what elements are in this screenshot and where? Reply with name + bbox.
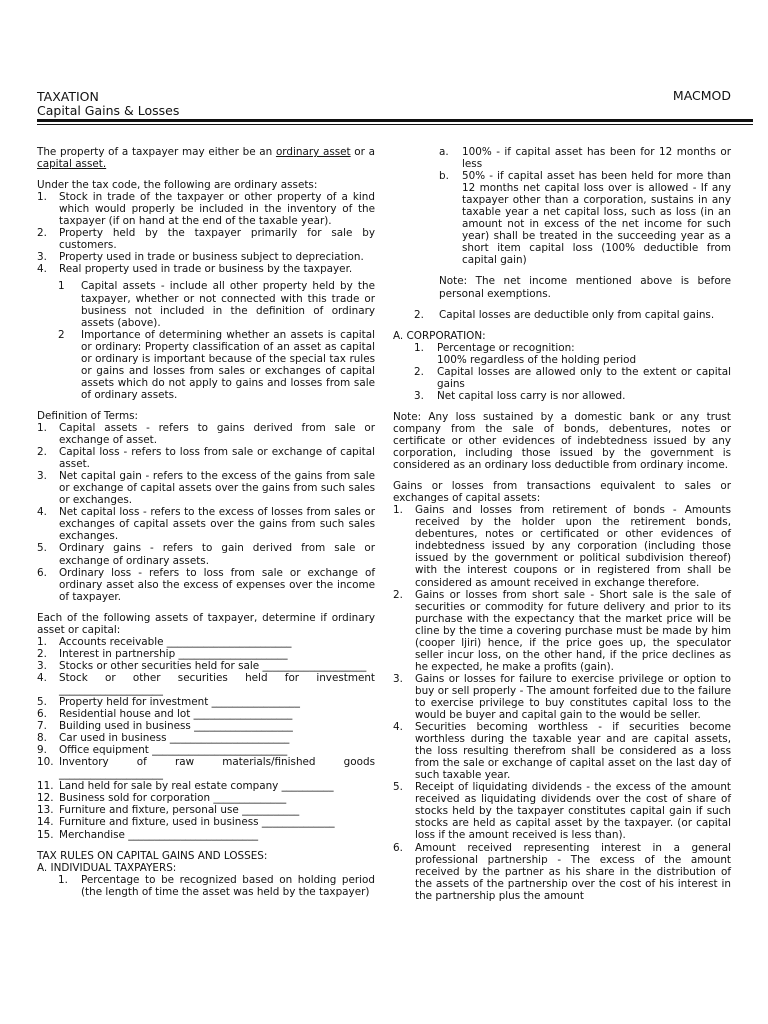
item-text: Net capital loss - refers to the excess of losses from sales or exchanges of capital assets over the gains from such sales exchanges. [59, 506, 375, 543]
item-number: 1. [37, 421, 47, 434]
item-number: 6. [393, 841, 403, 854]
item-number: 2. [393, 588, 403, 601]
list-item [393, 673, 731, 721]
item-number: 4. [393, 721, 403, 734]
right-column [393, 146, 731, 902]
list-item [37, 227, 375, 251]
list-item [414, 342, 731, 354]
item-number: 3. [37, 251, 47, 264]
list-item [37, 744, 375, 756]
header-author: MACMOD [672, 88, 731, 103]
definitions-list [37, 422, 375, 603]
item-number: 2. [414, 308, 424, 321]
tax-rules-heading: TAX RULES ON CAPITAL GAINS AND LOSSES: [37, 849, 268, 862]
ordinary-intro: Under the tax code, the following are ordinary assets: [37, 179, 318, 192]
item-text: Car used in business _______________________ [59, 732, 290, 745]
left-column [37, 146, 375, 898]
list-item [414, 366, 731, 390]
list-item [393, 589, 731, 673]
note-domestic-bank: Note: Any loss sustained by a domestic bank or any trust company from the sale of bonds, debentures, notes or certificate or other evidences of indebtedness issued by any corporation, including those issued by the government is considered as an ordinary loss deductible from ordinary income. [393, 410, 731, 472]
item-number: 2 [58, 328, 65, 341]
item-text: Property held by the taxpayer primarily for sale by customers. [59, 227, 375, 252]
item-number: 1. [58, 873, 68, 886]
intro-text: The property of a taxpayer may either be an [37, 146, 276, 158]
list-item [393, 781, 731, 841]
item-text: Gains or losses from short sale - Short sale is the sale of securities or commodity for future delivery and prior to its purchase with the expectancy that the market price will be cline by the time a covering purchase must be made by him (cooper ljiri) hence, if the price goes up, the speculator seller incur loss, on the other hand, if the price declines as he expected, he make a profits (gain). [415, 588, 731, 673]
header-topic: Capital Gains & Losses [37, 103, 180, 118]
item-text: Inventory of raw materials/finished goods ____________________ [59, 756, 375, 781]
list-item [393, 842, 731, 902]
list-item [439, 146, 731, 170]
list-item [37, 756, 375, 780]
list-item [58, 329, 375, 401]
item-number: 3. [37, 659, 47, 672]
list-item [37, 648, 375, 660]
list-item [393, 504, 731, 588]
list-item [37, 506, 375, 542]
item-number: 9. [37, 744, 47, 757]
item-number: 12. [37, 792, 54, 805]
item-number: 3. [37, 470, 47, 483]
item-number: 2. [37, 647, 47, 660]
item-text: Stock or other securities held for investment ____________________ [59, 671, 375, 696]
header-subject: TAXATION [37, 89, 99, 104]
item-number: 1. [37, 191, 47, 204]
item-number: 1. [393, 504, 403, 517]
list-item [37, 732, 375, 744]
list-item [58, 874, 375, 898]
list-item [37, 636, 375, 648]
header-rule-thick [37, 119, 753, 122]
corporation-list [414, 342, 731, 402]
item-text: Property held for investment _________________ [59, 696, 300, 709]
item-number: 1. [37, 635, 47, 648]
list-item [37, 780, 375, 792]
header-rule-thin [37, 124, 753, 125]
list-item [37, 422, 375, 446]
item-text: Stock in trade of the taxpayer or other property of a kind which would properly be included in the inventory of the taxpayer (if on hand at the end of the taxable year). [59, 191, 375, 228]
item-number: 4. [37, 671, 47, 684]
item-number: 4. [37, 506, 47, 519]
item-text: Furniture and fixture, used in business ______________ [59, 816, 335, 829]
individual-list [58, 874, 375, 898]
item-number: 14. [37, 816, 54, 829]
list-item [58, 280, 375, 328]
item-text: 100% regardless of the holding period [437, 353, 637, 366]
item-number: 1. [414, 341, 424, 354]
item-number: 2. [37, 446, 47, 459]
list-item [37, 470, 375, 506]
item-number: b. [439, 170, 449, 183]
item-number: 2. [414, 365, 424, 378]
list-item [37, 446, 375, 470]
list-item [37, 251, 375, 263]
item-number: 1 [58, 280, 65, 293]
item-text: Net capital loss carry is nor allowed. [437, 389, 626, 402]
item-number: 6. [37, 708, 47, 721]
corporation-heading: A. CORPORATION: [393, 329, 486, 342]
item-number: 6. [37, 566, 47, 579]
equiv-list [393, 504, 731, 902]
list-item [37, 816, 375, 828]
item-number: 13. [37, 804, 54, 817]
term-capital-asset: capital asset. [37, 158, 107, 171]
list-item [37, 720, 375, 732]
item-text: Percentage to be recognized based on holding period (the length of time the asset was held by the taxpayer) [81, 873, 375, 898]
intro-text-mid: or a [350, 146, 375, 158]
list-item [414, 354, 731, 366]
item-number: 3. [414, 389, 424, 402]
list-item [37, 672, 375, 696]
item-number: 5. [37, 542, 47, 555]
item-number: 4. [37, 263, 47, 276]
item-number: 11. [37, 780, 54, 793]
item-text: Gains and losses from retirement of bonds - Amounts received by the holder upon the retirement bonds, debentures, notes or certificated or other evidences of indebtedness issued by any corporation (including those issued by the government or political subdivision thereof) with the interest coupons or in registered from shall be considered as amount received in exchange therefore. [415, 504, 731, 589]
list-item [37, 660, 375, 672]
item-text: Residential house and lot ___________________ [59, 708, 293, 721]
list-item [393, 721, 731, 781]
item-number: 5. [393, 781, 403, 794]
item-text: Office equipment __________________________ [59, 744, 288, 757]
item-text: Capital assets - refers to gains derived from sale or exchange of asset. [59, 421, 375, 447]
individual-heading: A. INDIVIDUAL TAXPAYERS: [37, 861, 177, 874]
list-item [37, 829, 375, 841]
item-number: 2. [37, 227, 47, 240]
ordinary-assets-list [37, 191, 375, 275]
list-item [37, 542, 375, 566]
item-number: 8. [37, 732, 47, 745]
item-number: 10. [37, 756, 54, 769]
item-text: Net capital gain - refers to the excess of the gains from sale or exchange of capital assets over the gains from such sales or exchanges. [59, 470, 375, 507]
item-text: Capital assets - include all other property held by the taxpayer, whether or not connected with this trade or business not included in the definition of ordinary assets (above). [81, 280, 375, 329]
item-text: Amount received representing interest in a general professional partnership - The excess of the amount received by the partner as his share in the distribution of the assets of the partnership over the cost of his interest in the partnership plus the amount [415, 841, 731, 902]
ordinary-sub-list [58, 280, 375, 400]
list-item [37, 708, 375, 720]
item-text: Building used in business ___________________ [59, 720, 293, 733]
item-text: 50% - if capital asset has been held for more than 12 months net capital loss over is allowed - If any taxpayer other than a corporation, sustains in any taxable year a net capital loss, such as loss (in an amount not in excess of the net income for such year) shall be treated in the succeeding year as a short item capital loss (100% deductible from capital gain) [462, 170, 731, 267]
item-text: Furniture and fixture, personal use ___________ [59, 804, 300, 817]
item-number: a. [439, 146, 449, 158]
list-item [37, 567, 375, 603]
individual-item-2 [414, 309, 731, 321]
item-text: Receipt of liquidating dividends - the excess of the amount received as liquidating dividends over the cost of share of stocks held by the taxpayer constitutes capital gain if such stocks are held as capital asset by the taxpayer. (or capital loss if the amount received is less than). [415, 781, 731, 842]
item-text: Land held for sale by real estate company __________ [59, 780, 334, 793]
list-item [37, 263, 375, 275]
item-text: Property used in trade or business subject to depreciation. [59, 251, 364, 264]
item-text: Stocks or other securities held for sale ____________________ [59, 659, 367, 672]
item-number: 15. [37, 828, 54, 841]
exercise-intro: Each of the following assets of taxpayer, determine if ordinary asset or capital: [37, 611, 375, 636]
item-text: Merchandise _________________________ [59, 828, 259, 841]
item-text: Gains or losses for failure to exercise privilege or option to buy or sell properly - The amount forfeited due to the failure to exercise privilege to buy constitutes capital loss to the would be buyer and capital gain to the would be seller. [415, 672, 731, 722]
definition-heading: Definition of Terms: [37, 409, 139, 422]
note-net-income: Note: The net income mentioned above is before personal exemptions. [439, 275, 731, 300]
list-item [439, 170, 731, 266]
item-text: Percentage or recognition: [437, 341, 575, 354]
equiv-intro: Gains or losses from transactions equivalent to sales or exchanges of capital assets: [393, 480, 731, 505]
item-text: Securities becoming worthless - if securities become worthless during the taxable year and are capital assets, the loss resulting therefrom shall be considered as a loss from the sale or exchange of capital asset on the last day of such taxable year. [415, 721, 731, 782]
item-text: Real property used in trade or business by the taxpayer. [59, 263, 353, 276]
item-text: Ordinary gains - refers to gain derived from sale or exchange of ordinary assets. [59, 542, 375, 567]
item-text: Accounts receivable ________________________ [59, 635, 292, 648]
page-header [37, 90, 731, 118]
list-item [37, 792, 375, 804]
item-number: 3. [393, 672, 403, 685]
item-text: 100% - if capital asset has been for 12 months or less [462, 146, 731, 171]
item-text: Capital losses are allowed only to the extent or capital gains [437, 365, 731, 390]
intro-paragraph [37, 146, 375, 170]
item-text: Business sold for corporation ______________ [59, 792, 287, 805]
holding-period-list [439, 146, 731, 266]
item-number: 7. [37, 720, 47, 733]
exercise-list [37, 636, 375, 841]
item-text: Interest in partnership _____________________ [59, 647, 288, 660]
list-item [414, 390, 731, 402]
item-text: Capital loss - refers to loss from sale or exchange of capital asset. [59, 446, 375, 471]
list-item [37, 696, 375, 708]
item-text: Ordinary loss - refers to loss from sale or exchange of ordinary asset also the excess of expenses over the income of taxpayer. [59, 566, 375, 603]
item-text: Capital losses are deductible only from capital gains. [439, 308, 715, 321]
term-ordinary-asset: ordinary asset [275, 146, 351, 158]
list-item [37, 804, 375, 816]
item-number: 5. [37, 696, 47, 709]
list-item [37, 191, 375, 227]
item-text: Importance of determining whether an assets is capital or ordinary: Property classification of an asset as capital or ordinary is important because of the special tax rules or gains and losses from sales or exchanges of capital assets which do not apply to gains and losses from sale of ordinary assets. [81, 328, 375, 401]
